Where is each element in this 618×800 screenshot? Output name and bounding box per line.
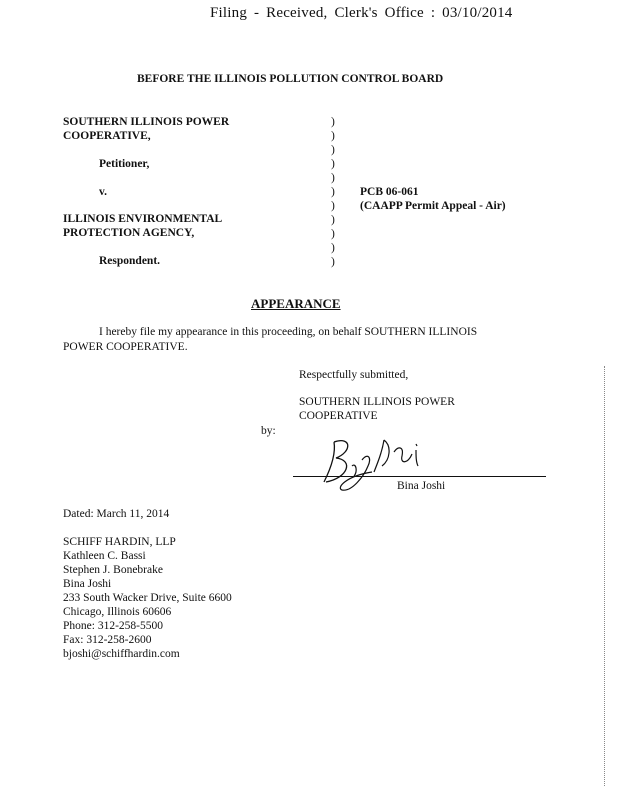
respondent-role: Respondent.: [99, 255, 161, 267]
attorney-2: Stephen J. Bonebrake: [63, 564, 163, 576]
filing-stamp: Filing - Received, Clerk's Office : 03/10/2014: [210, 5, 513, 21]
party-name-line-2: COOPERATIVE: [299, 410, 378, 422]
fax-number: Fax: 312-258-2600: [63, 634, 152, 646]
versus: v.: [99, 186, 107, 198]
case-type: (CAAPP Permit Appeal - Air): [360, 200, 506, 212]
address-line-2: Chicago, Illinois 60606: [63, 606, 172, 618]
caption-parentheses: ) ) ) ) ) ) ) ) ) ) ): [331, 116, 335, 268]
attorney-1: Kathleen C. Bassi: [63, 550, 146, 562]
signature-line: [293, 476, 546, 477]
scan-edge-line: [604, 366, 605, 786]
respondent-name-line-1: ILLINOIS ENVIRONMENTAL: [63, 213, 223, 225]
petitioner-name-line-2: COOPERATIVE,: [63, 130, 151, 142]
attorney-3: Bina Joshi: [63, 578, 112, 590]
by-label: by:: [261, 425, 276, 437]
phone-number: Phone: 312-258-5500: [63, 620, 163, 632]
case-number: PCB 06-061: [360, 186, 419, 198]
body-line-1: I hereby file my appearance in this proceeding, on behalf SOUTHERN ILLINOIS: [99, 326, 478, 338]
petitioner-role: Petitioner,: [99, 158, 150, 170]
address-line-1: 233 South Wacker Drive, Suite 6600: [63, 592, 232, 604]
date-line: Dated: March 11, 2014: [63, 508, 170, 520]
body-line-2: POWER COOPERATIVE.: [63, 341, 188, 353]
respectfully-submitted: Respectfully submitted,: [299, 369, 409, 381]
party-name-line-1: SOUTHERN ILLINOIS POWER: [299, 396, 455, 408]
document-title: APPEARANCE: [251, 296, 341, 311]
firm-name: SCHIFF HARDIN, LLP: [63, 536, 176, 548]
board-heading: BEFORE THE ILLINOIS POLLUTION CONTROL BOARD: [137, 73, 444, 85]
email-address: bjoshi@schiffhardin.com: [63, 648, 180, 660]
petitioner-name-line-1: SOUTHERN ILLINOIS POWER: [63, 116, 230, 128]
respondent-name-line-2: PROTECTION AGENCY,: [63, 227, 195, 239]
signer-name: Bina Joshi: [397, 480, 446, 492]
